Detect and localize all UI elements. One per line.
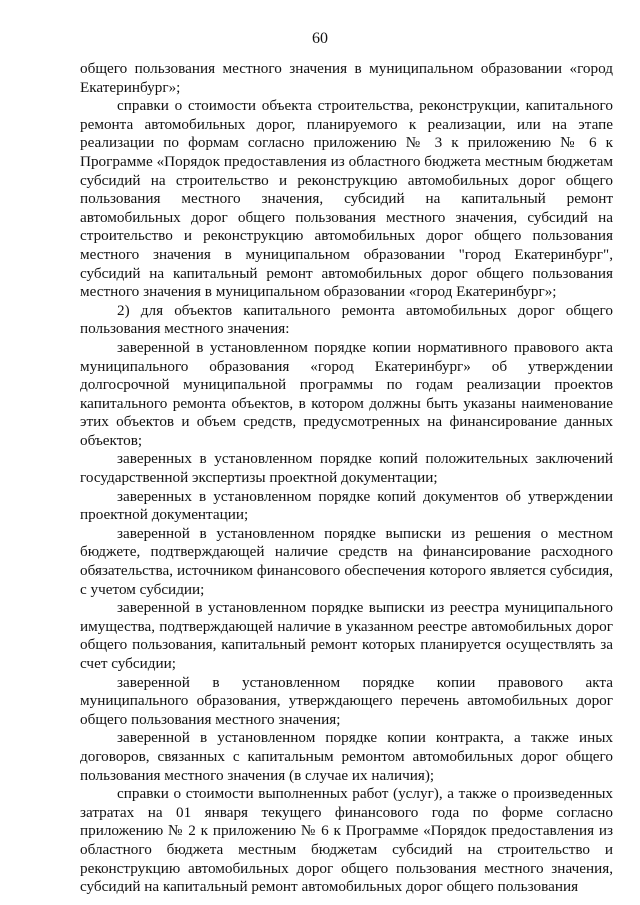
document-body [80, 60, 613, 897]
document-paragraph: заверенной в установленном порядке выписки из решения о местном бюджете, подтверждающей наличие средств на финансирование расходного обязательства, источником финансового обеспечения которого является субсидия, с учетом субсидии; [80, 524, 613, 598]
document-paragraph: заверенной в установленном порядке копии нормативного правового акта муниципального образования «город Екатеринбург» об утверждении долгосрочной муниципальной программы по годам реализации проектов капитального ремонта объектов, в котором должны быть указаны наименование этих объектов и объем средств, предусмотренных на финансирование данных объектов; [80, 338, 613, 449]
document-paragraph: заверенной в установленном порядке копии контракта, а также иных договоров, связанных с капитальным ремонтом автомобильных дорог общего пользования местного значения (в случае их наличия); [80, 729, 613, 784]
document-paragraph: заверенных в установленном порядке копий документов об утверждении проектной документации; [80, 487, 613, 524]
document-paragraph: 2) для объектов капитального ремонта автомобильных дорог общего пользования местного значения: [80, 301, 613, 338]
document-paragraph: справки о стоимости выполненных работ (услуг), а также о произведенных затратах на 01 января текущего финансового года по форме согласно приложению № 2 к приложению № 6 к Программе «Порядок предоставления из областного бюджета местным бюджетам субсидий на строительство и реконструкцию автомобильных дорог общего пользования местного значения, субсидий на капитальный ремонт автомобильных дорог общего пользования [80, 785, 613, 896]
page-number: 60 [312, 30, 328, 47]
document-paragraph: заверенных в установленном порядке копий положительных заключений государственной экспертизы проектной документации; [80, 450, 613, 487]
document-paragraph: общего пользования местного значения в муниципальном образовании «город Екатеринбург»; [80, 60, 613, 96]
document-paragraph: справки о стоимости объекта строительства, реконструкции, капитального ремонта автомобильных дорог, планируемого к реализации, или на этапе реализации по формам согласно приложению № 3 к приложению № 6 к Программе «Порядок предоставления из областного бюджета местным бюджетам субсидий на строительство и реконструкцию автомобильных дорог общего пользования местного значения, субсидий на капитальный ремонт автомобильных дорог общего пользования местного значения, субсидий на строительство и реконструкцию автомобильных дорог общего пользования местного значения в муниципальном образовании "город Екатеринбург", субсидий на капитальный ремонт автомобильных дорог общего пользования местного значения в муниципальном образовании «город Екатеринбург»; [80, 97, 613, 301]
document-paragraph: заверенной в установленном порядке копии правового акта муниципального образования, утверждающего перечень автомобильных дорог общего пользования местного значения; [80, 673, 613, 728]
document-paragraph: заверенной в установленном порядке выписки из реестра муниципального имущества, подтверждающей наличие в указанном реестре автомобильных дорог общего пользования, капитальный ремонт которых планируется осуществлять за счет субсидии; [80, 599, 613, 672]
